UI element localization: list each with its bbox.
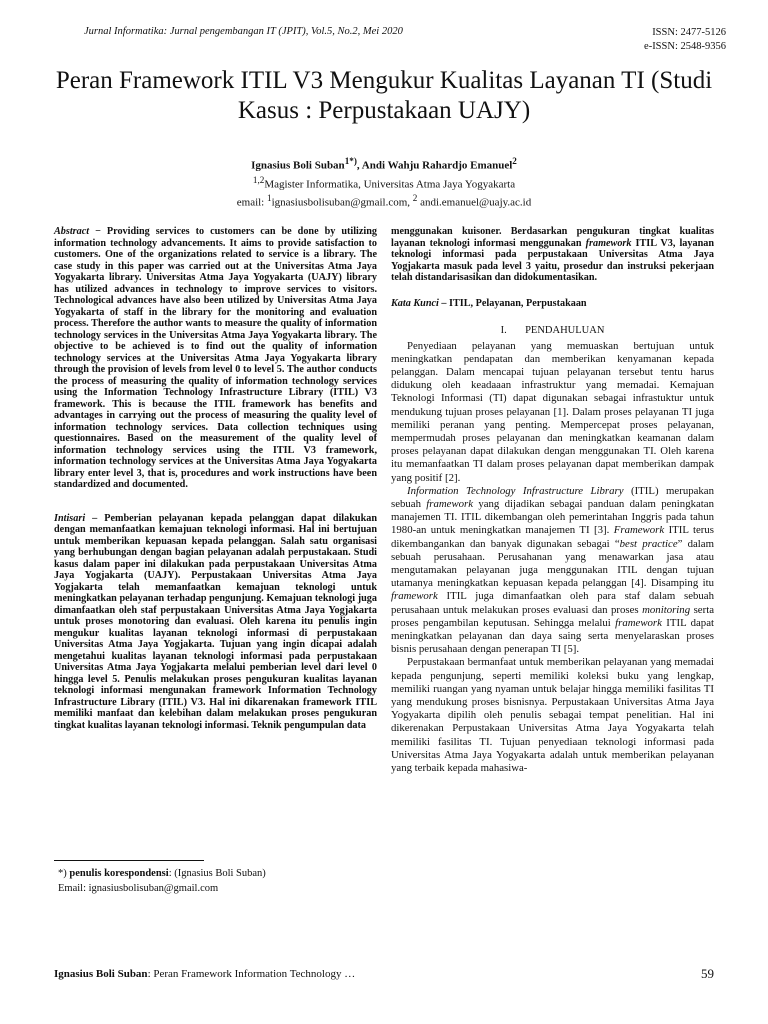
left-column	[54, 226, 377, 731]
paper-title: Peran Framework ITIL V3 Mengukur Kualitas Layanan TI (Studi Kasus : Perpustakaan UAJY)	[55, 67, 713, 124]
author-1-sup: 1*)	[344, 156, 357, 166]
footnote-text: : (Ignasius Boli Suban)	[168, 868, 266, 879]
p2-c: framework	[426, 497, 474, 510]
abstract-label: Abstract	[54, 226, 90, 237]
author-2: , Andi Wahju Rahardjo Emanuel	[356, 159, 513, 172]
intisari-text: – Pemberian pelayanan kepada pelanggan dapat dilakukan dengan memanfaatkan kemajuan teknologi informasi. Hal ini bertujuan untuk memberikan kepuasan kepada pelanggan. Salah satu organisasi yang berhubungan dengan bagian pelayanan adalah perpustakaan. Studi kasus dalam paper ini dilakukan pada perpustakaan Universitas Atma Jaya Yogjakarta (UAJY). Perpustakaan Universitas Atma Jaya Yogjakarta telah memanfaatkan kemajuan teknologi untuk meningkatkan pelayanan terhadap pengunjung. Kemajuan teknologi juga dimanfaatkan oleh staf perpustakaan Universitas Atma Jaya Yogjakarta untuk proses monotoring dan evaluasi. Oleh karena itu penulis ingin mengukur kualitas layanan teknologi informasi di perpustakaan Universitas Atma Jaya Yogjakarta. Tujuan yang ingin dicapai adalah mengetahui kualitas layanan teknologi informasi pada perpustakaan Universitas Atma Jaya Yogjakarta melalui pemberian level dari level 0 hingga level 5. Penulis melakukan proses pengukuran kualitas layanan teknologi informasi mengunakan framework Information Technology Infrastructure Library (ITIL) V3. Hal ini dikarenakan framework ITIL memiliki manfaat dan kelebihan dalam melakukan proses pengukuran tingkat kualitas layanan teknologi informasi. Teknik pengumpulan data	[54, 512, 377, 731]
intisari-continued	[391, 226, 714, 284]
section-title: PENDAHULUAN	[525, 325, 605, 336]
section-number: I.	[500, 325, 507, 336]
email-2-sup: 2	[412, 193, 418, 204]
p2-b: (ITIL) merupakan sebuah	[391, 484, 714, 510]
intisari-cont-2: ITIL V3, layanan teknologi informasi pada perpustakaan Universitas Atma Jaya Yogjakarta masuk pada level 3 yaitu, prosedur dan instruksi pekerjaan telah distandarisasikan dan didokumentasikan.	[391, 237, 714, 283]
author-block	[40, 154, 728, 210]
page-footer	[54, 968, 355, 980]
right-column	[391, 226, 714, 775]
page-number: 59	[701, 966, 714, 981]
intisari-label: Intisari	[54, 512, 86, 524]
footnote-divider	[54, 860, 204, 861]
affiliation	[40, 173, 728, 192]
abstract-text: − Providing services to customers can be done by utilizing information technology advancements. It aims to provide satisfaction to customers. One of the organizations related to service is a library. The case study in this paper was carried out at the Universitas Atma Jaya Yogyakarta library. Universitas Atma Jaya Yogyakarta (UAJY) library has utilized advances in technology to improve services to visitors. Technological advances have also been utilized by Universitas Atma Jaya Yogyakarta of staff in the library for the monitoring and evaluation process. Therefore the author wants to measure the quality of information technology services in the Universitas Atma Jaya Yogyakarta library. The objective to be achieved is to find out the quality of information technology services at the Universitas Atma Jaya Yogyakarta library through the provision of levels from level 0 to level 5. The author conducts the process of measuring the quality of information technology services using the Information Technology Infrastructure Library (ITIL) V3 framework. This is because the ITIL framework has benefits and advantages in carrying out the process of measuring the quality level of information technology services. Data collection techniques using questionnaires. Based on the measurement of the quality level of information technology services using the ITIL V3 framework, information technology services at the Universitas Atma Jaya Yogyakarta library enter level 3, that is, procedures and work instructions have been standardized and documented.	[54, 226, 377, 490]
p2-j: ITIL juga dimanfaatkan oleh para staf dalam sebuah perusahaan untuk melakukan proses evaluasi dan proses	[391, 590, 714, 616]
p2-a: Information Technology Infrastructure Library	[407, 484, 624, 497]
issn: ISSN: 2477-5126	[652, 27, 726, 38]
email-2[interactable]: andi.emanuel@uajy.ac.id	[417, 196, 532, 209]
journal-header: Jurnal Informatika: Jurnal pengembangan IT (JPIT), Vol.5, No.2, Mei 2020	[84, 26, 403, 37]
footnote-email: Email: ignasiusbolisuban@gmail.com	[58, 883, 219, 894]
p2-k: monitoring	[642, 603, 691, 616]
keywords-text: – ITIL, Pelayanan, Perpustakaan	[438, 297, 587, 309]
footer-text: : Peran Framework Information Technology …	[147, 968, 356, 980]
intisari-cont-1: menggunakan kuisoner. Berdasarkan pengukuran tingkat kualitas layanan teknologi informasi menggunakan	[391, 226, 714, 249]
abstract	[54, 226, 377, 491]
author-2-sup: 2	[512, 156, 517, 166]
author-names	[40, 154, 728, 173]
issn-block	[644, 26, 726, 54]
affiliation-sup: 1,2	[252, 174, 265, 185]
paragraph-1: Penyediaan pelayanan yang memuaskan bertujuan untuk meningkatkan pendapatan dan memberikan kenyamanan kepada pelanggan. Dalam mencapai tujuan pelayanan tersebut tentu harus didukung oleh keadaaan infrastruktur yang memadai. Kemajuan Teknologi Informasi (TI) dapat digunakan sebagai infrastuktur untuk mendukung tujuan proses pelayanan [1]. Dalam proses pelayanan TI juga memiliki peranan yang penting. Mempercepat proses pelayanan, mempermudah proses pelayanan dan meningkatkan keamanan dalam proses pelayanan dapat dilakukan dengan menggunakan TI. Oleh karena itu memanfaatkan TI dalam proses pelayanan dapat memberikan dampak yang positif [2].	[391, 339, 714, 484]
p2-i: framework	[391, 590, 438, 603]
p2-l: serta proses pengambilan keputusan. Sehingga melalui	[391, 603, 714, 629]
email-prefix: email:	[236, 196, 267, 209]
intisari-cont-framework: framework	[585, 237, 632, 249]
affiliation-text: Magister Informatika, Universitas Atma Jaya Yogyakarta	[264, 178, 516, 191]
email-1-sup: 1	[267, 193, 272, 204]
p2-n: ITIL dapat meningkatkan pelayanan dan daya saing serta menyelaraskan proses bisnis perusahaan dengan penerapan TI [5].	[391, 616, 714, 656]
p2-m: framework	[615, 616, 662, 629]
p2-g: best practice	[619, 537, 678, 550]
intisari	[54, 513, 377, 732]
p2-e: Framework	[613, 524, 665, 537]
footer-author: Ignasius Boli Suban	[54, 968, 148, 980]
paragraph-3: Perpustakaan bermanfaat untuk memberikan pelayanan yang memadai kepada pengunjung, seperti memiliki koleksi buku yang lengkap, memiliki ruangan yang nyaman untuk belajar hingga memiliki fasilitas TI yang mendukung proses bisnisnya. Perpustakaan Universitas Atma Jaya Yogyakarta dipilih oleh penulis sebagai tempat penelitian. Hal ini dikerenakan Perpustakaan Universitas Atma Jaya Yogyakarta telah memiliki fasilitas TI. Tujuan penyediaan teknologi informasi pada Universitas Atma Jaya Yogyakarta adalah untuk memberikan pelayanan yang terbaik kepada mahasiwa-	[391, 656, 714, 774]
footnote-correspondence	[58, 866, 378, 881]
section-heading	[391, 325, 714, 337]
paragraph-2	[391, 485, 714, 657]
keywords	[391, 298, 714, 310]
email-1[interactable]: ignasiusbolisuban@gmail.com,	[271, 196, 413, 209]
footnote-marker: *)	[58, 868, 70, 879]
footnote-label: penulis korespondensi	[69, 868, 169, 879]
p2-f: ITIL terus dikembangankan dan banyak digunakan sebagai “	[391, 524, 714, 550]
keywords-label: Kata Kunci	[391, 297, 439, 309]
footnote	[58, 866, 378, 896]
p2-h: ” dalam sebuah perusahaan. Perusahanan yang menawarkan jasa atau mengutamakan pelayanan juga menggunakan ITIL dengan tujuan utamanya meningkatkan kepuasan kepada pelanggan [4]. Disamping itu	[391, 537, 714, 590]
author-1: Ignasius Boli Suban	[251, 159, 345, 172]
eissn: e-ISSN: 2548-9356	[644, 41, 726, 52]
p2-d: yang dijadikan sebagai panduan dalam peningkatan manajemen TI. ITIL dikembangan oleh pemerintahan Inggris pada tahun 1980-an untuk meningkatkan manajemen TI [3].	[391, 497, 714, 537]
author-emails	[40, 191, 728, 210]
